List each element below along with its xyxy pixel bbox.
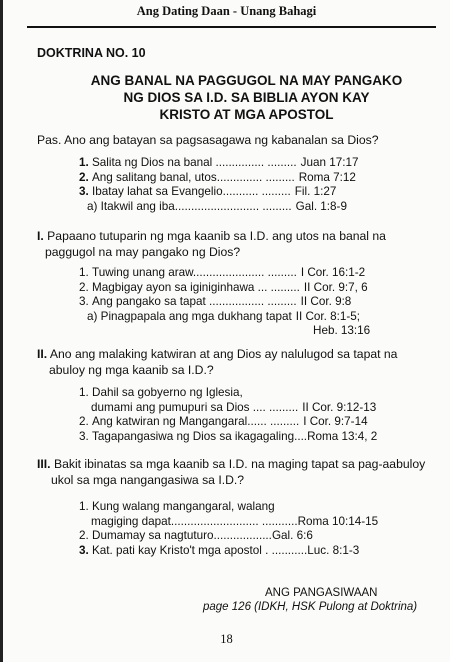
item-number: 2. <box>79 529 89 542</box>
item-reference: Roma 13:4, 2 <box>307 429 378 443</box>
item-text: Pinagpapala ang mga dukhang tapat <box>100 309 292 323</box>
question-2 <box>37 228 432 260</box>
item-text: Tagapangasiwa ng Dios sa ikagagaling.... <box>92 429 308 443</box>
item-text: Dumamay sa nagtuturo.................. <box>92 529 272 542</box>
answer-list-2 <box>79 266 436 339</box>
item-number: 1. <box>79 266 89 279</box>
item-reference: I Cor. 16:1-2 <box>300 266 366 279</box>
item-number: 3. <box>79 295 89 308</box>
item-reference: II Cor. 9:7, 6 <box>303 280 368 294</box>
list-item <box>79 324 436 339</box>
question-line: abuloy ng mga kaanib sa I.D.? <box>49 363 214 377</box>
item-reference: II Cor. 8:1-5; <box>295 309 361 323</box>
list-item <box>79 544 436 559</box>
question-line: paggugol na may pangako ng Dios? <box>45 245 241 259</box>
item-reference: Heb. 13:16 <box>313 324 371 337</box>
item-reference: Gal. 6:6 <box>271 529 313 542</box>
item-number: 1. <box>79 386 89 399</box>
item-number: 2. <box>79 170 89 184</box>
item-reference: I Cor. 9:7-14 <box>303 415 368 428</box>
question-number: II. <box>37 347 48 361</box>
item-number: a) <box>87 199 98 213</box>
item-reference: II Cor. 9:8 <box>300 295 352 308</box>
running-head: Ang Dating Daan - Unang Bahagi <box>136 4 317 18</box>
question-number: III. <box>37 457 51 471</box>
list-item <box>79 171 436 186</box>
item-text: Ang katwiran ng Mangangaral...... ......... <box>92 415 300 428</box>
question-text: Pas. Ano ang batayan sa pagsasagawa ng kabanalan sa Dios? <box>37 133 379 147</box>
title-line: KRISTO AT MGA APOSTOL <box>159 107 334 122</box>
answer-list-4 <box>79 500 436 558</box>
answer-list-3 <box>79 386 436 444</box>
item-text: Kat. pati kay Kristo't mga apostol . ........... <box>92 543 308 557</box>
question-line: ukol sa mga nangangasiwa sa I.D.? <box>51 473 245 487</box>
question-line: Ano ang malaking katwiran at ang Dios ay nalulugod sa tapat na <box>49 347 398 361</box>
list-item <box>79 430 436 445</box>
item-reference: Gal. 1:8-9 <box>295 199 347 213</box>
question-1 <box>37 132 432 148</box>
page-number: 18 <box>220 632 233 646</box>
item-number: 3. <box>79 429 89 443</box>
item-reference: Luc. 8:1-3 <box>307 543 360 557</box>
list-item <box>79 295 436 310</box>
list-item <box>79 200 436 215</box>
item-text: Salita ng Dios na banal ............... ......... <box>92 156 297 169</box>
title-line: ANG BANAL NA PAGGUGOL NA MAY PANGAKO <box>90 73 403 88</box>
item-text: Magbigay ayon sa iginiginhawa ... ......... <box>92 280 300 294</box>
item-number: 3. <box>79 543 89 557</box>
item-text: Kung walang mangangaral, walang <box>92 500 275 513</box>
item-reference: Fil. 1:27 <box>294 185 337 198</box>
list-item <box>79 529 436 544</box>
item-reference: II Cor. 9:12-13 <box>302 400 377 414</box>
list-item <box>79 515 436 530</box>
doctrine-title <box>63 72 430 123</box>
item-text: Dahil sa gobyerno ng Iglesia, <box>92 386 243 399</box>
item-text: Ang pangako sa tapat ................. ......... <box>92 295 297 308</box>
signature-source: page 126 (IDKH, HSK Pulong at Doktrina) <box>203 601 418 613</box>
item-reference: Roma 10:14-15 <box>297 514 379 528</box>
item-number: 1. <box>79 156 89 169</box>
item-number: 2. <box>79 415 89 428</box>
doctrine-number: DOKTRINA NO. 10 <box>37 46 146 60</box>
item-number: 3. <box>79 185 89 198</box>
question-4 <box>37 456 432 488</box>
item-text: magiging dapat........................... ........... <box>91 514 298 528</box>
item-text: Ibatay lahat sa Evangelio........... ......... <box>92 185 291 198</box>
item-text: Tuwing unang araw...................... ......... <box>92 266 297 279</box>
item-text: Ang salitang banal, utos.............. ......... <box>92 170 295 184</box>
list-item <box>79 415 436 430</box>
question-number: I. <box>37 229 44 243</box>
question-3 <box>37 346 432 378</box>
item-number: 1. <box>79 500 89 513</box>
item-reference: Roma 7:12 <box>298 170 356 184</box>
list-item <box>79 281 436 296</box>
list-item <box>79 266 436 281</box>
list-item <box>79 401 436 416</box>
signature-block <box>203 586 417 614</box>
list-item <box>79 310 436 325</box>
signature-office: ANG PANGASIWAAN <box>265 587 378 599</box>
list-item <box>79 386 436 401</box>
list-item <box>79 500 436 515</box>
list-item <box>79 185 436 200</box>
question-line: Papaano tutuparin ng mga kaanib sa I.D. ang utos na banal na <box>47 229 386 243</box>
item-text: dumami ang pumupuri sa Dios .... ......... <box>91 400 299 414</box>
item-number: 2. <box>79 280 89 294</box>
item-text: Itakwil ang iba.......................... ......... <box>100 199 292 213</box>
question-line: Bakit ibinatas sa mga kaanib sa I.D. na maging tapat sa pag-aabuloy <box>53 457 426 471</box>
list-item <box>79 156 436 171</box>
item-reference: Juan 17:17 <box>300 156 359 169</box>
title-line: NG DIOS SA I.D. SA BIBLIA AYON KAY <box>123 90 370 105</box>
item-number: a) <box>87 309 98 323</box>
answer-list-1 <box>79 156 436 214</box>
header-rule <box>27 26 436 28</box>
